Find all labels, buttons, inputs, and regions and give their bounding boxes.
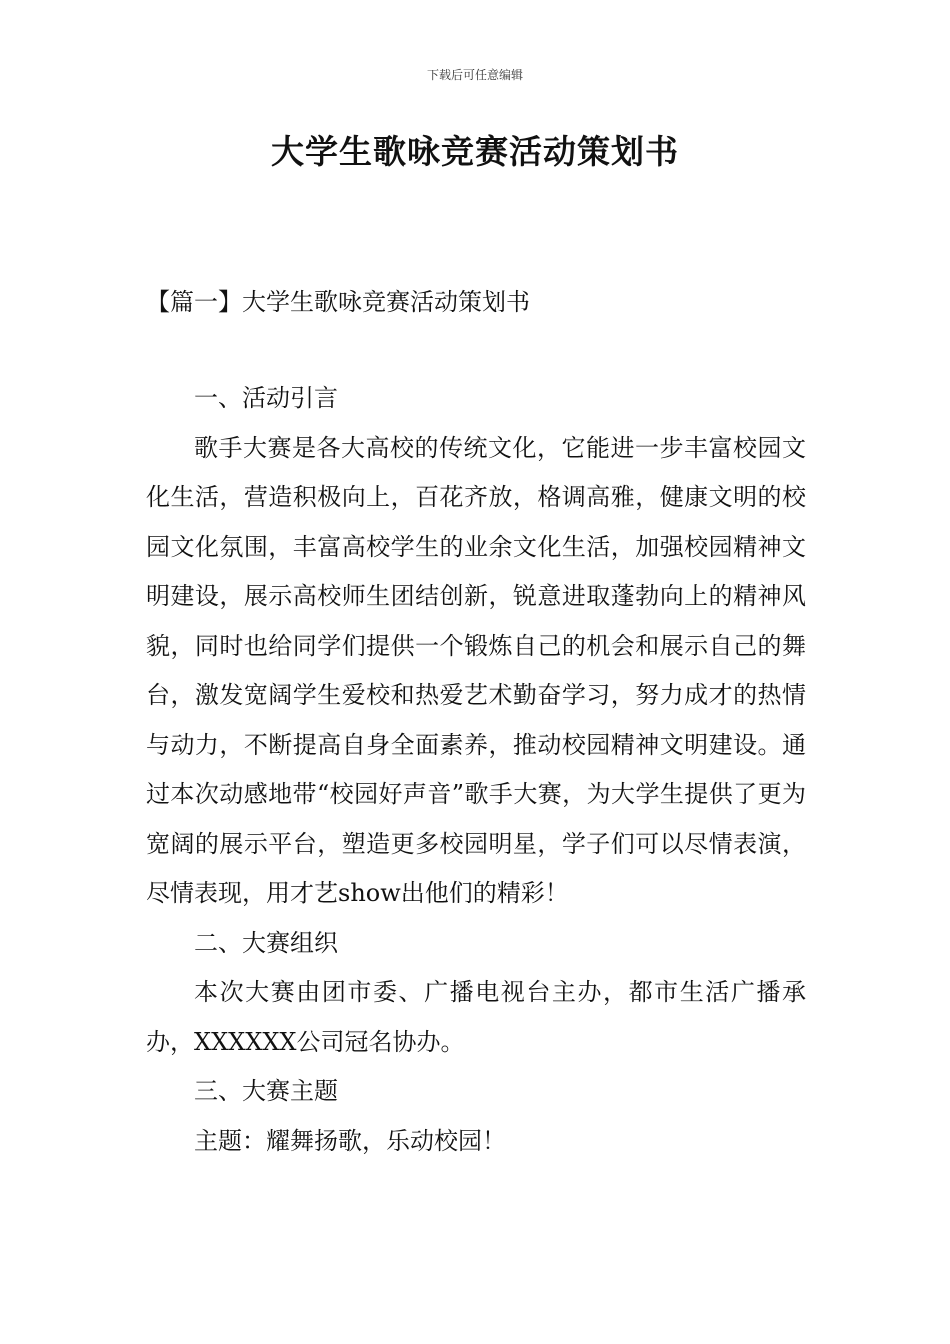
section-heading-organization: 二、大赛组织 (194, 928, 338, 957)
document-title: 大学生歌咏竞赛活动策划书 (271, 132, 679, 171)
document-body (146, 374, 806, 1166)
paragraph-organization: 本次大赛由团市委、广播电视台主办，都市生活广播承办，XXXXXX公司冠名协办。 (146, 978, 806, 1056)
paragraph-theme: 主题：耀舞扬歌，乐动校园！ (194, 1126, 506, 1155)
part-title: 【篇一】大学生歌咏竞赛活动策划书 (146, 288, 530, 316)
section-heading-intro: 一、活动引言 (194, 384, 338, 412)
paragraph-intro: 歌手大赛是各大高校的传统文化，它能进一步丰富校园文化生活，营造积极向上，百花齐放，格调高雅，健康文明的校园文化氛围，丰富高校学生的业余文化生活，加强校园精神文明建设，展示高校师生团结创新，锐意进取蓬勃向上的精神风貌，同时也给同学们提供一个锻炼自己的机会和展示自己的舞台，激发宽阔学生爱校和热爱艺术勤奋学习，努力成才的热情与动力，不断提高自身全面素养，推动校园精神文明建设。通过本次动感地带“校园好声音”歌手大赛，为大学生提供了更为宽阔的展示平台，塑造更多校园明星，学子们可以尽情表演，尽情表现，用才艺show出他们的精彩！ (146, 433, 806, 907)
page-header-note: 下载后可任意编辑 (426, 68, 523, 82)
section-heading-theme: 三、大赛主题 (194, 1077, 338, 1105)
